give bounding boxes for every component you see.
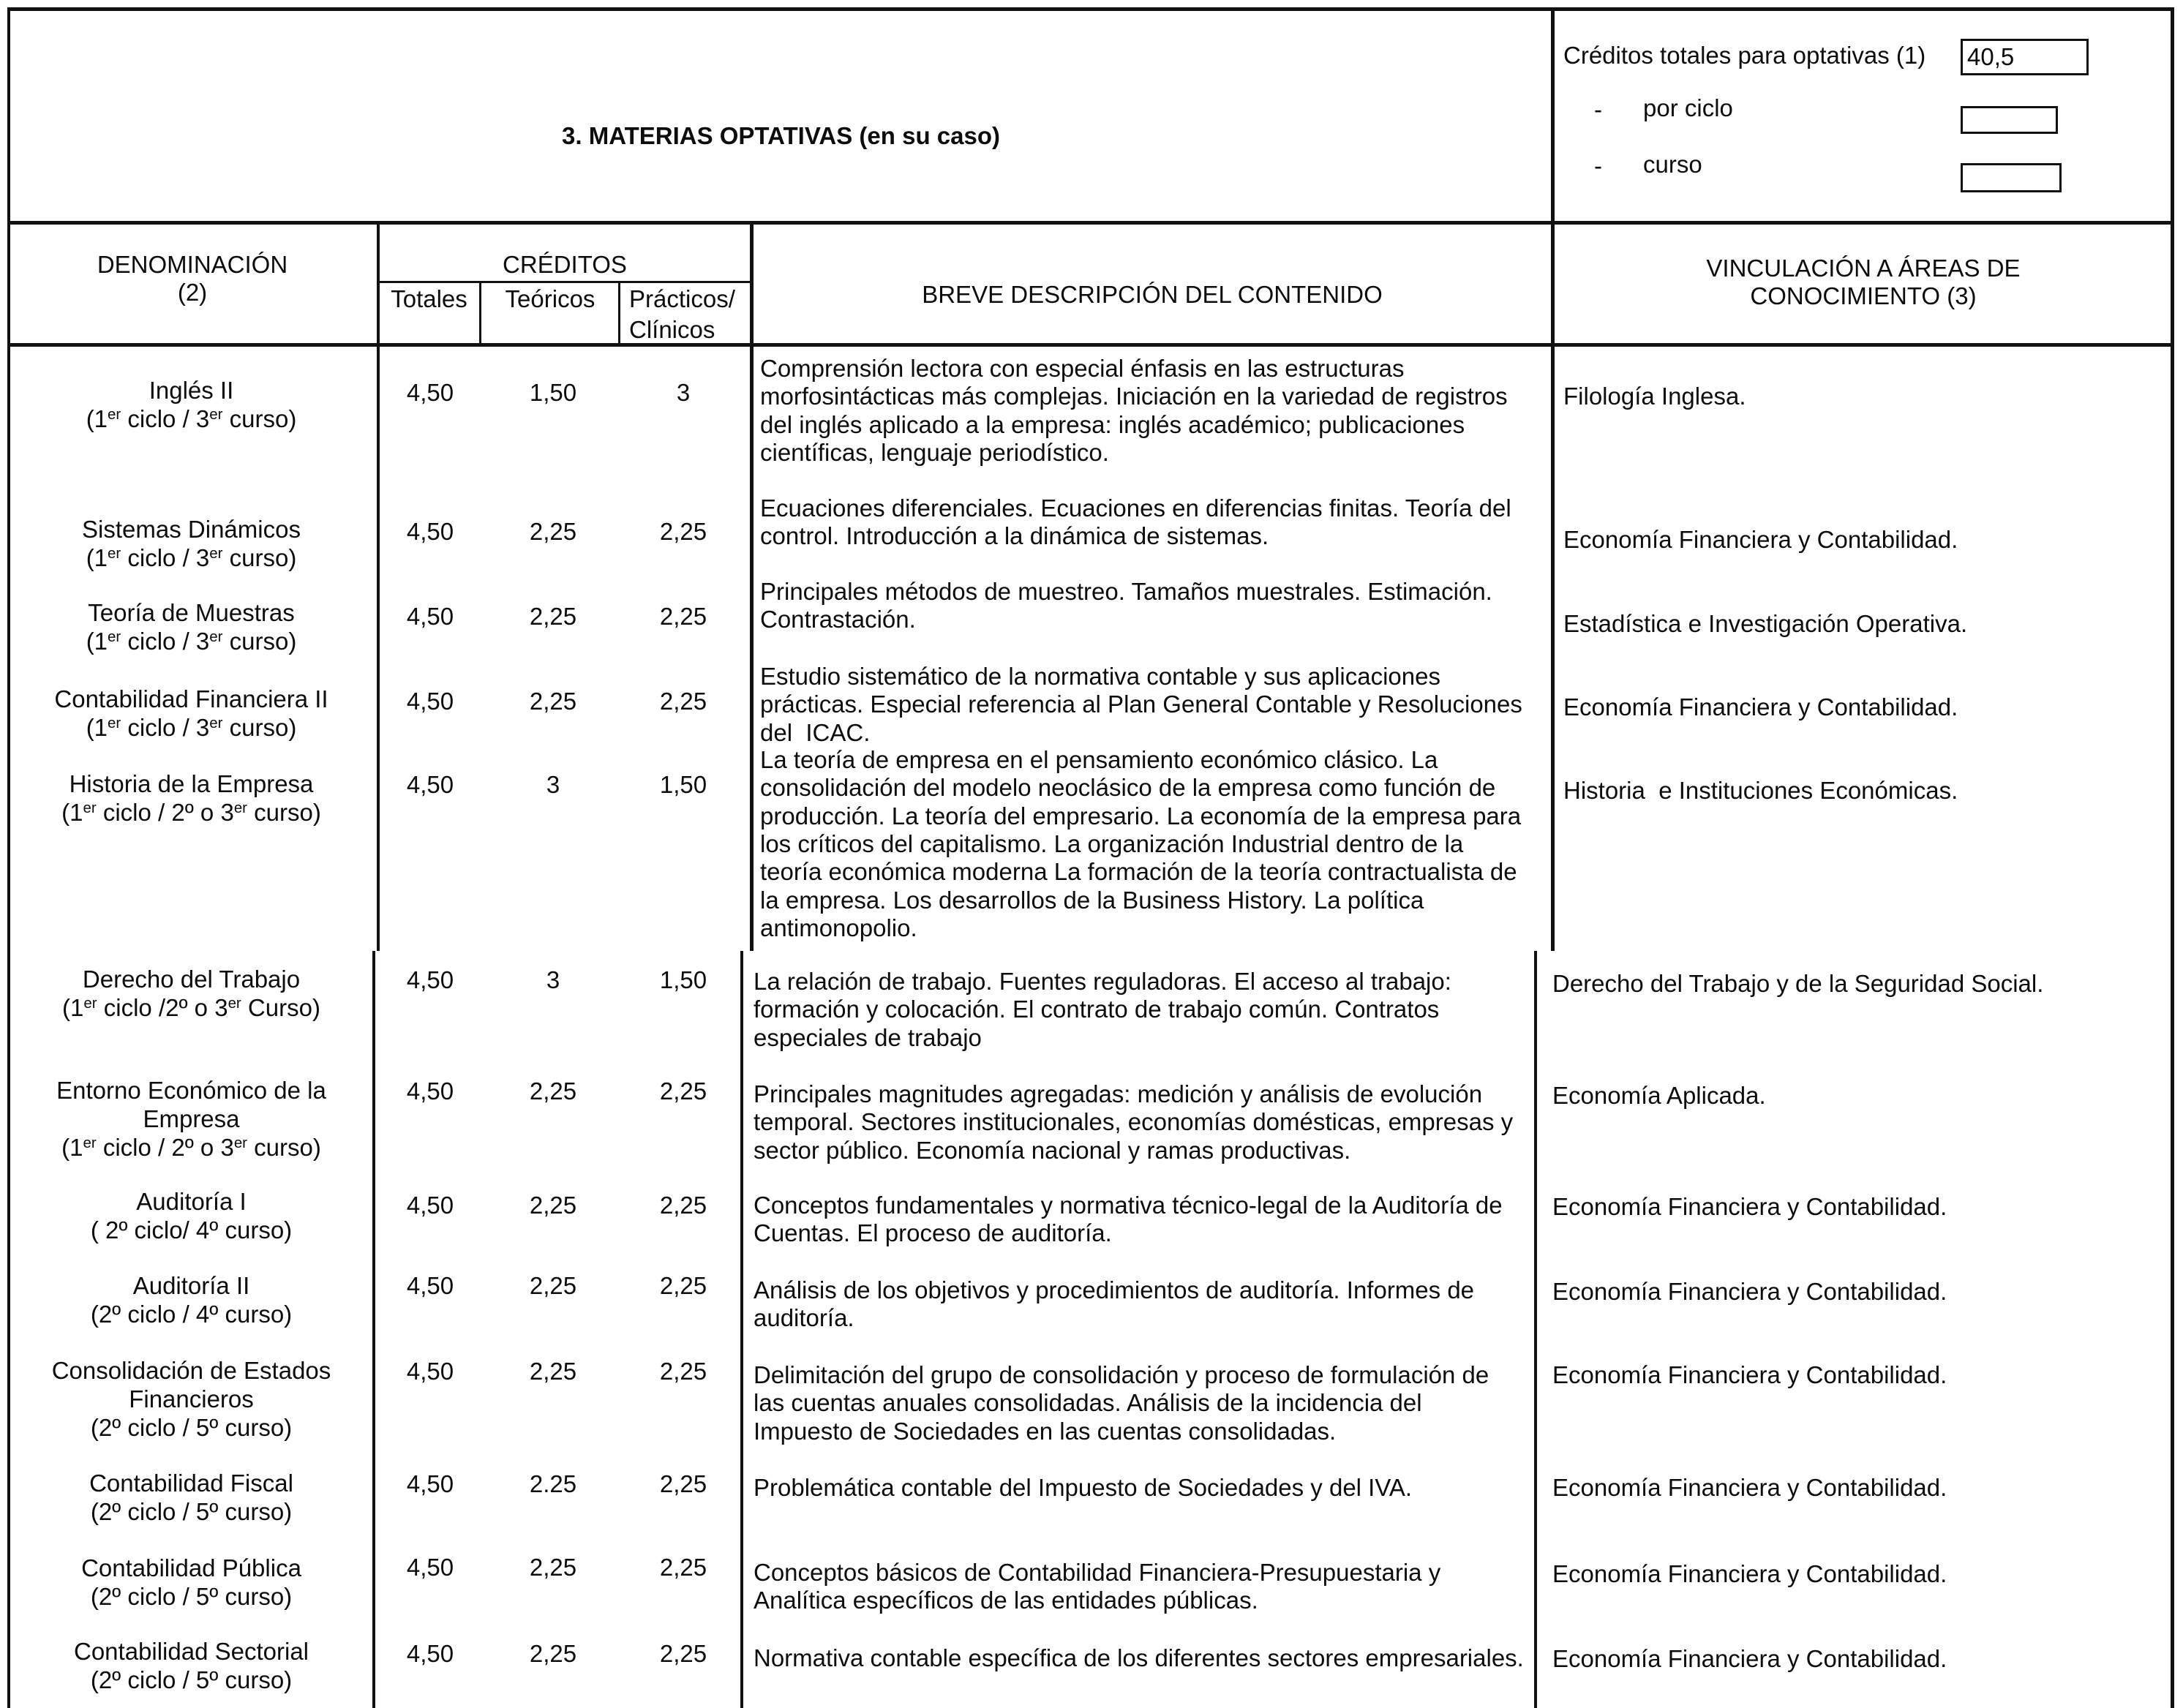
subject-name bbox=[7, 770, 375, 827]
credits-totals-value: 4,50 bbox=[406, 379, 454, 406]
per-cycle-label: por ciclo bbox=[1643, 94, 1733, 121]
content-description bbox=[760, 494, 1511, 551]
knowledge-area: Filología Inglesa. bbox=[1563, 383, 1746, 410]
total-credits-box bbox=[1961, 39, 2089, 75]
ordinal-superscript: er bbox=[209, 544, 223, 562]
subject-name-line bbox=[7, 1637, 375, 1666]
content-description-line: Analítica específicos de las entidades públicas. bbox=[754, 1587, 1258, 1614]
credits-practical-value: 2,25 bbox=[659, 1077, 707, 1105]
credits-practical-value: 2,25 bbox=[659, 1640, 707, 1667]
practical-header-line2: Clínicos bbox=[629, 316, 715, 343]
subject-name-line bbox=[7, 1413, 375, 1442]
subject-name-line bbox=[7, 1216, 375, 1244]
subject-name bbox=[7, 1637, 375, 1694]
credits-theoretical-value: 2,25 bbox=[529, 1554, 577, 1581]
ordinal-superscript: er bbox=[108, 405, 121, 423]
subject-name-text: (1 bbox=[86, 543, 108, 571]
content-description bbox=[760, 663, 1522, 747]
credits-theoretical-value: 2,25 bbox=[529, 1640, 577, 1667]
credits-totals-value: 4,50 bbox=[406, 771, 454, 798]
subject-name-text: Historia de la Empresa bbox=[69, 770, 314, 797]
ordinal-superscript: er bbox=[108, 544, 121, 562]
content-description-line: formación y colocación. El contrato de trabajo común. Contratos bbox=[754, 996, 1440, 1023]
credits-practical-value: 2,25 bbox=[659, 518, 707, 545]
subject-name bbox=[7, 1356, 375, 1442]
content-description-line: La relación de trabajo. Fuentes reguladoras. El acceso al trabajo: bbox=[754, 967, 1451, 995]
subject-name-line bbox=[7, 1271, 375, 1300]
subject-name-line bbox=[7, 1385, 375, 1413]
ordinal-superscript: er bbox=[233, 1134, 247, 1151]
content-description-line: Normativa contable específica de los diferentes sectores empresariales. bbox=[754, 1644, 1524, 1671]
credits-totals-value: 4,50 bbox=[406, 966, 454, 993]
credits-theoretical-value: 2,25 bbox=[529, 1358, 577, 1385]
content-description-line: antimonopolio. bbox=[760, 914, 917, 942]
credits-theoretical-value: 2,25 bbox=[529, 1272, 577, 1299]
credits-theoretical-value: 2,25 bbox=[529, 603, 577, 630]
subject-name-line bbox=[7, 543, 375, 572]
total-credits-value: 40,5 bbox=[1967, 43, 2015, 70]
name-column-divider-upper bbox=[377, 221, 380, 951]
content-description-line: sector público. Economía nacional y ramas productivas. bbox=[754, 1136, 1351, 1164]
content-description-line: los críticos del capitalismo. La organización Industrial dentro de la bbox=[760, 830, 1464, 858]
subject-name-text: Entorno Económico de la bbox=[56, 1076, 326, 1104]
content-description-line: Análisis de los objetivos y procedimientos de auditoría. Informes de bbox=[754, 1276, 1475, 1303]
denomination-header-note: (2) bbox=[177, 279, 208, 306]
credits-theoretical-value: 3 bbox=[546, 966, 560, 993]
content-description-line: las cuentas anuales consolidadas. Análisis de la incidencia del bbox=[754, 1389, 1422, 1417]
credits-totals-value: 4,50 bbox=[406, 1470, 454, 1497]
knowledge-area: Economía Financiera y Contabilidad. bbox=[1563, 693, 1958, 721]
credits-theoretical-value: 2,25 bbox=[529, 688, 577, 715]
credits-practical-value: 2,25 bbox=[659, 603, 707, 630]
column-header-bottom-rule bbox=[7, 343, 2174, 347]
subject-name-line bbox=[7, 965, 375, 993]
knowledge-area: Economía Financiera y Contabilidad. bbox=[1552, 1645, 1947, 1672]
credits-totals-value: 4,50 bbox=[406, 1640, 454, 1667]
subject-name bbox=[7, 598, 375, 655]
subject-name bbox=[7, 376, 375, 433]
content-description-line: temporal. Sectores institucionales, economías domésticas, empresas y bbox=[754, 1108, 1514, 1136]
subject-name-line bbox=[7, 1105, 375, 1133]
subject-name-text: Inglés II bbox=[149, 376, 234, 404]
ordinal-superscript: er bbox=[233, 799, 247, 816]
practical-header: Prácticos/ bbox=[629, 285, 735, 312]
content-description bbox=[760, 355, 1508, 467]
credits-totals-value: 4,50 bbox=[406, 1554, 454, 1581]
credits-practical-value: 1,50 bbox=[659, 771, 707, 798]
ordinal-superscript: er bbox=[108, 628, 121, 645]
credits-practical-value: 2,25 bbox=[659, 1192, 707, 1219]
ordinal-superscript: er bbox=[209, 405, 223, 423]
course-box bbox=[1961, 163, 2062, 192]
subject-name-line bbox=[7, 685, 375, 713]
credits-practical-value: 2,25 bbox=[659, 1272, 707, 1299]
knowledge-area: Economía Financiera y Contabilidad. bbox=[1552, 1278, 1947, 1305]
content-description-line: Estudio sistemático de la normativa contable y sus aplicaciones bbox=[760, 662, 1440, 690]
subject-name-line bbox=[7, 1076, 375, 1105]
credits-totals-value: 4,50 bbox=[406, 1192, 454, 1219]
content-description-line: Comprensión lectora con especial énfasis en las estructuras bbox=[760, 354, 1405, 382]
content-description-line: morfosintácticas más complejas. Iniciación en la variedad de registros bbox=[760, 383, 1508, 410]
subject-name-text: Consolidación de Estados bbox=[51, 1356, 331, 1384]
content-description-line: Principales magnitudes agregadas: medición y análisis de evolución bbox=[754, 1080, 1483, 1107]
content-description-line: prácticas. Especial referencia al Plan General Contable y Resoluciones bbox=[760, 691, 1522, 718]
subject-name-text: (1 bbox=[61, 1133, 83, 1161]
subject-name-text: curso) bbox=[222, 543, 297, 571]
border-top bbox=[7, 7, 2174, 11]
content-description-line: control. Introducción a la dinámica de sistemas. bbox=[760, 522, 1269, 550]
subject-name-text: curso) bbox=[222, 627, 297, 655]
credits-practical-value: 2,25 bbox=[659, 1554, 707, 1581]
knowledge-area: Derecho del Trabajo y de la Seguridad Social. bbox=[1552, 970, 2044, 997]
subject-name-text: ciclo /2º o 3 bbox=[97, 993, 228, 1021]
knowledge-area: Estadística e Investigación Operativa. bbox=[1563, 610, 1968, 637]
ordinal-superscript: er bbox=[83, 799, 97, 816]
credits-totals-value: 4,50 bbox=[406, 603, 454, 630]
credits-theoretical-value: 2,25 bbox=[529, 1077, 577, 1105]
ordinal-superscript: er bbox=[209, 714, 223, 731]
knowledge-area: Economía Financiera y Contabilidad. bbox=[1552, 1193, 1947, 1220]
subject-name-line bbox=[7, 1666, 375, 1694]
description-column-divider-lower bbox=[740, 951, 743, 1708]
content-description-line: consolidación del modelo neoclásico de la empresa como función de bbox=[760, 774, 1496, 802]
subject-name bbox=[7, 1469, 375, 1526]
content-description-line: Delimitación del grupo de consolidación y proceso de formulación de bbox=[754, 1361, 1489, 1388]
subject-name-line bbox=[7, 1554, 375, 1582]
subject-name-text: curso) bbox=[222, 405, 297, 432]
subject-name-line bbox=[7, 627, 375, 655]
credits-practical-value: 2,25 bbox=[659, 1358, 707, 1385]
content-description-line: Impuesto de Sociedades en las cuentas consolidadas. bbox=[754, 1417, 1337, 1445]
content-description bbox=[760, 746, 1521, 943]
content-description bbox=[754, 1474, 1412, 1502]
subject-name bbox=[7, 1076, 375, 1162]
denomination-header: DENOMINACIÓN bbox=[97, 251, 288, 278]
content-description bbox=[754, 1276, 1474, 1333]
content-description-line: del inglés aplicado a la empresa: inglés académico; publicaciones bbox=[760, 410, 1465, 438]
subject-name-text: ciclo / 3 bbox=[121, 543, 210, 571]
subject-name-line bbox=[7, 713, 375, 742]
ordinal-superscript: er bbox=[83, 994, 97, 1012]
knowledge-area: Economía Aplicada. bbox=[1552, 1082, 1766, 1109]
subject-name-text: ( 2º ciclo/ 4º curso) bbox=[90, 1216, 293, 1244]
knowledge-area: Economía Financiera y Contabilidad. bbox=[1552, 1560, 1947, 1587]
subject-name bbox=[7, 1187, 375, 1244]
content-description-line: Contrastación. bbox=[760, 606, 916, 633]
ordinal-superscript: er bbox=[108, 714, 121, 731]
content-description bbox=[754, 1361, 1489, 1445]
subject-name-text: (1 bbox=[86, 713, 108, 741]
areas-header-line2: CONOCIMIENTO (3) bbox=[1750, 282, 1977, 309]
subject-name-line bbox=[7, 1187, 375, 1216]
subject-name-text: (1 bbox=[86, 627, 108, 655]
subject-name-text: Contabilidad Pública bbox=[81, 1554, 301, 1581]
credits-practical-value: 2,25 bbox=[659, 1470, 707, 1497]
area-column-divider-upper bbox=[1551, 7, 1555, 951]
knowledge-area: Economía Financiera y Contabilidad. bbox=[1563, 526, 1958, 553]
subject-name-line bbox=[7, 1300, 375, 1328]
content-description-line: Cuentas. El proceso de auditoría. bbox=[754, 1219, 1112, 1247]
subject-name-line bbox=[7, 515, 375, 543]
knowledge-area: Economía Financiera y Contabilidad. bbox=[1552, 1361, 1947, 1388]
credits-theoretical-value: 2,25 bbox=[529, 518, 577, 545]
totals-header: Totales bbox=[391, 285, 467, 312]
subject-name-line bbox=[7, 1133, 375, 1162]
subject-name-text: Contabilidad Fiscal bbox=[89, 1469, 293, 1497]
subject-name-text: (2º ciclo / 5º curso) bbox=[90, 1497, 293, 1525]
content-description-line: producción. La teoría del empresario. La economía de la empresa para bbox=[760, 802, 1522, 829]
description-header: BREVE DESCRIPCIÓN DEL CONTENIDO bbox=[922, 281, 1383, 308]
ordinal-superscript: er bbox=[228, 994, 241, 1012]
subject-name-line bbox=[7, 993, 375, 1022]
credits-theoretical-value: 3 bbox=[546, 771, 560, 798]
content-description-line: Conceptos básicos de Contabilidad Financiera-Presupuestaria y bbox=[754, 1558, 1441, 1586]
credits-header: CRÉDITOS bbox=[503, 251, 627, 278]
subject-name-line bbox=[7, 798, 375, 827]
content-description bbox=[754, 1559, 1440, 1615]
subject-name-text: (2º ciclo / 5º curso) bbox=[90, 1582, 293, 1610]
subject-name-line bbox=[7, 598, 375, 627]
content-description-line: Conceptos fundamentales y normativa técnico-legal de la Auditoría de bbox=[754, 1191, 1503, 1219]
subject-name-line bbox=[7, 405, 375, 433]
areas-header: VINCULACIÓN A ÁREAS DE bbox=[1706, 255, 2021, 282]
subject-name-text: ciclo / 2º o 3 bbox=[96, 798, 234, 826]
credits-theoretical-value: 2.25 bbox=[529, 1470, 577, 1497]
content-description-line: del ICAC. bbox=[760, 718, 871, 746]
course-label: curso bbox=[1643, 151, 1702, 178]
credits-practical-value: 3 bbox=[676, 379, 691, 406]
subject-name bbox=[7, 1271, 375, 1328]
subject-name-text: (1 bbox=[62, 993, 84, 1021]
section-title: 3. MATERIAS OPTATIVAS (en su caso) bbox=[562, 122, 1000, 149]
credits-totals-value: 4,50 bbox=[406, 518, 454, 545]
content-description-line: teoría económica moderna La formación de la teoría contractualista de bbox=[760, 858, 1517, 886]
content-description-line: Principales métodos de muestreo. Tamaños muestrales. Estimación. bbox=[760, 577, 1492, 605]
subject-name bbox=[7, 1554, 375, 1611]
content-description bbox=[754, 1644, 1524, 1672]
credits-totals-value: 4,50 bbox=[406, 1358, 454, 1385]
per-cycle-dash: - bbox=[1594, 96, 1602, 123]
subject-name bbox=[7, 685, 375, 742]
subject-name-text: Auditoría II bbox=[132, 1271, 250, 1299]
subject-name bbox=[7, 515, 375, 572]
subject-name-text: ciclo / 3 bbox=[121, 627, 210, 655]
header-bottom-rule bbox=[7, 221, 2174, 225]
subject-name-text: (1 bbox=[61, 798, 83, 826]
theoretical-header: Teóricos bbox=[505, 285, 595, 312]
content-description-line: auditoría. bbox=[754, 1304, 854, 1332]
content-description bbox=[760, 578, 1492, 634]
description-column-divider-upper bbox=[750, 221, 754, 951]
credits-totals-value: 4,50 bbox=[406, 1272, 454, 1299]
content-description-line: Ecuaciones diferenciales. Ecuaciones en diferencias finitas. Teoría del bbox=[760, 494, 1511, 522]
subject-name-line bbox=[7, 1356, 375, 1385]
subject-name-text: Contabilidad Sectorial bbox=[73, 1637, 309, 1665]
subject-name-text: ciclo / 2º o 3 bbox=[96, 1133, 234, 1161]
content-description bbox=[754, 1080, 1513, 1165]
credits-practical-value: 1,50 bbox=[659, 966, 707, 993]
content-description bbox=[754, 1192, 1503, 1248]
area-column-divider-lower bbox=[1534, 951, 1537, 1708]
course-dash: - bbox=[1594, 152, 1602, 179]
subject-name-line bbox=[7, 1582, 375, 1611]
subject-name-text: Auditoría I bbox=[136, 1187, 247, 1215]
subject-name-text: Sistemas Dinámicos bbox=[82, 515, 301, 543]
credits-theoretical-value: 1,50 bbox=[529, 379, 577, 406]
content-description bbox=[754, 968, 1451, 1052]
subject-name-text: curso) bbox=[222, 713, 297, 741]
content-description-line: Problemática contable del Impuesto de Sociedades y del IVA. bbox=[754, 1473, 1413, 1501]
subject-name-text: ciclo / 3 bbox=[121, 713, 210, 741]
content-description-line: científicas, lenguaje periodístico. bbox=[760, 439, 1109, 467]
ordinal-superscript: er bbox=[83, 1134, 97, 1151]
content-description-line: especiales de trabajo bbox=[754, 1023, 982, 1051]
total-credits-label: Créditos totales para optativas (1) bbox=[1563, 42, 1926, 69]
subject-name-text: (2º ciclo / 5º curso) bbox=[90, 1666, 293, 1693]
subject-name-text: ciclo / 3 bbox=[121, 405, 210, 432]
knowledge-area: Historia e Instituciones Económicas. bbox=[1563, 777, 1958, 804]
credits-totals-value: 4,50 bbox=[406, 688, 454, 715]
subject-name-line bbox=[7, 770, 375, 798]
ordinal-superscript: er bbox=[209, 628, 223, 645]
subject-name-text: Teoría de Muestras bbox=[88, 598, 295, 626]
content-description-line: la empresa. Los desarrollos de la Business History. La política bbox=[760, 886, 1424, 914]
content-description-line: La teoría de empresa en el pensamiento económico clásico. La bbox=[760, 745, 1438, 773]
per-cycle-box bbox=[1961, 106, 2058, 134]
subject-name-text: Contabilidad Financiera II bbox=[54, 685, 328, 712]
subject-name-text: curso) bbox=[247, 1133, 321, 1161]
subject-name-line bbox=[7, 376, 375, 405]
subject-name-text: Financieros bbox=[129, 1385, 254, 1412]
subject-name-text: Curso) bbox=[241, 993, 320, 1021]
knowledge-area: Economía Financiera y Contabilidad. bbox=[1552, 1474, 1947, 1501]
subject-name-text: (2º ciclo / 5º curso) bbox=[90, 1413, 293, 1441]
subject-name-line bbox=[7, 1497, 375, 1526]
subject-name bbox=[7, 965, 375, 1022]
subject-name-text: curso) bbox=[247, 798, 321, 826]
subject-name-line bbox=[7, 1469, 375, 1497]
subject-name-text: Derecho del Trabajo bbox=[82, 965, 301, 993]
subject-name-text: (1 bbox=[86, 405, 108, 432]
subject-name-text: (2º ciclo / 4º curso) bbox=[90, 1300, 293, 1328]
credits-subheader-rule bbox=[377, 281, 752, 283]
credits-totals-value: 4,50 bbox=[406, 1077, 454, 1105]
credits-theoretical-value: 2,25 bbox=[529, 1192, 577, 1219]
credits-practical-value: 2,25 bbox=[659, 688, 707, 715]
subject-name-text: Empresa bbox=[143, 1105, 240, 1132]
